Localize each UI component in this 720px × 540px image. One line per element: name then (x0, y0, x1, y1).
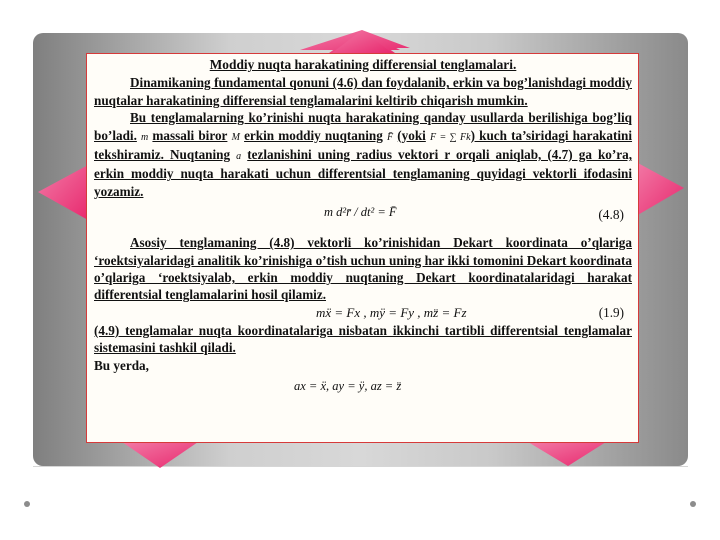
paragraph-text: tezlanishini uning radius vektori r orqali aniqlab, (4.7) ga ko’ra, erkin moddiy nuqta harakati uchun differentsial tenglamaning quyidagi vektorli ifodasini yozamiz. (94, 147, 633, 199)
equation-formula: mẍ = Fx , mÿ = Fy , mz̈ = Fz (316, 304, 467, 320)
paragraph-setup (94, 109, 632, 200)
paragraph-here (94, 357, 632, 374)
paragraph-text: massali biror (152, 127, 228, 143)
symbol-a: a (236, 151, 242, 163)
document-title: Moddiy nuqta harakatining differensial tenglamalari. (209, 57, 517, 72)
symbol-m: m (141, 131, 149, 143)
symbol-F-sum: F = ∑ Fk (429, 131, 471, 143)
paragraph-system (94, 322, 632, 357)
equation-4-9 (94, 304, 632, 322)
paragraph-text: (4.9) tenglamalar nuqta koordinatalariga nisbatan ikkinchi tartibli differentsial tenglamalar sistemasini tashkil qiladi. (94, 322, 632, 356)
equation-number: (4.8) (598, 207, 624, 223)
equation-formula: ax = ẍ, ay = ÿ, az = z̈ (294, 379, 402, 394)
equation-4-8 (94, 200, 632, 234)
symbol-F: F̄ (386, 131, 394, 143)
paragraph-text: (yoki (397, 127, 426, 143)
equation-acceleration (94, 374, 632, 396)
paragraph-projection (94, 234, 632, 304)
paragraph-text: Dinamikaning fundamental qonuni (4.6) dan foydalanib, erkin va bog’lanishdagi moddiy nuqtalar harakatining differensial tenglamalarini keltirib chiqarish mumkin. (94, 75, 632, 108)
document-page (86, 53, 639, 443)
paragraph-text: Bu tenglamalarning ko’rinishi nuqta harakatining qanday usullarda berilishiga bog’liq bo’ladi. (94, 110, 632, 143)
paragraph-intro (94, 74, 632, 109)
paragraph-text: Asosiy tenglamaning (4.8) vektorli ko’rinishidan Dekart koordinata o’qlariga ‘roektsiyalaridagi analitik ko’rinishiga o’tish uchun uning har ikki tomonini Dekart koordinata o’qlariga ‘roektsiyalab, erkin moddiy nuqtaning Dekart koordinatalaridagi harakat differentsial tenglamalarini hosil qilamiz. (94, 235, 632, 303)
paragraph-text: ) kuch ta’siridagi harakatini tekshiramiz. Nuqtaning (94, 127, 633, 163)
paragraph-text: erkin moddiy nuqtaning (244, 127, 383, 143)
paragraph-text: Bu yerda, (94, 357, 149, 373)
equation-formula: m d²r̄ / dt² = F̄ (324, 205, 397, 220)
symbol-M: M (231, 131, 240, 143)
equation-number: (1.9) (598, 304, 624, 320)
